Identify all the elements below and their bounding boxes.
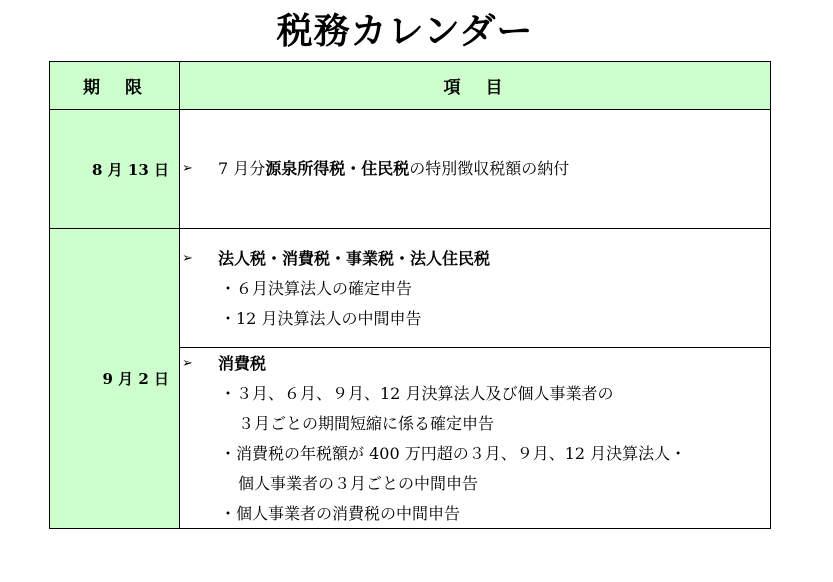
header-items: 項 目: [180, 62, 770, 110]
item-heading-text: 消費税: [218, 354, 267, 373]
item-line: ・12 月決算法人の中間申告: [220, 309, 422, 328]
item-heading-text: 法人税・消費税・事業税・法人住民税: [218, 249, 491, 268]
page-title: 税務カレンダー: [276, 11, 534, 52]
item-suffix: の特別徴収税額の納付: [409, 159, 570, 178]
row-items-cell: [180, 110, 770, 229]
arrow-bullet-icon: [182, 244, 196, 274]
row-date-cell: [50, 229, 180, 528]
item-line-continuation: ３月ごとの期間短縮に係る確定申告: [238, 414, 495, 433]
tax-calendar-table: [49, 61, 771, 529]
item-emphasis: 源泉所得税・住民税: [265, 159, 410, 178]
row-date: 9 月 2 日: [102, 370, 169, 388]
item-heading: [180, 154, 569, 184]
item-line: ・個人事業者の消費税の中間申告: [220, 504, 461, 523]
item-line: ・３月、６月、９月、12 月決算法人及び個人事業者の: [220, 384, 614, 403]
item-line-continuation: 個人事業者の３月ごとの中間申告: [238, 474, 479, 493]
row-items-cell: [180, 348, 770, 528]
arrow-bullet-icon: [182, 349, 196, 379]
row-date: 8 月 13 日: [92, 160, 169, 179]
item-line: ・６月決算法人の確定申告: [220, 279, 413, 298]
item-heading: [180, 349, 770, 379]
arrow-bullet-icon: [182, 154, 196, 184]
item-heading: [180, 244, 770, 274]
header-deadline: 期 限: [50, 62, 180, 110]
row-items-cell: [180, 229, 770, 348]
item-line: ・消費税の年税額が 400 万円超の３月、９月、12 月決算法人・: [220, 444, 687, 463]
item-prefix: 7 月分: [218, 159, 266, 178]
row-date-cell: [50, 110, 180, 229]
